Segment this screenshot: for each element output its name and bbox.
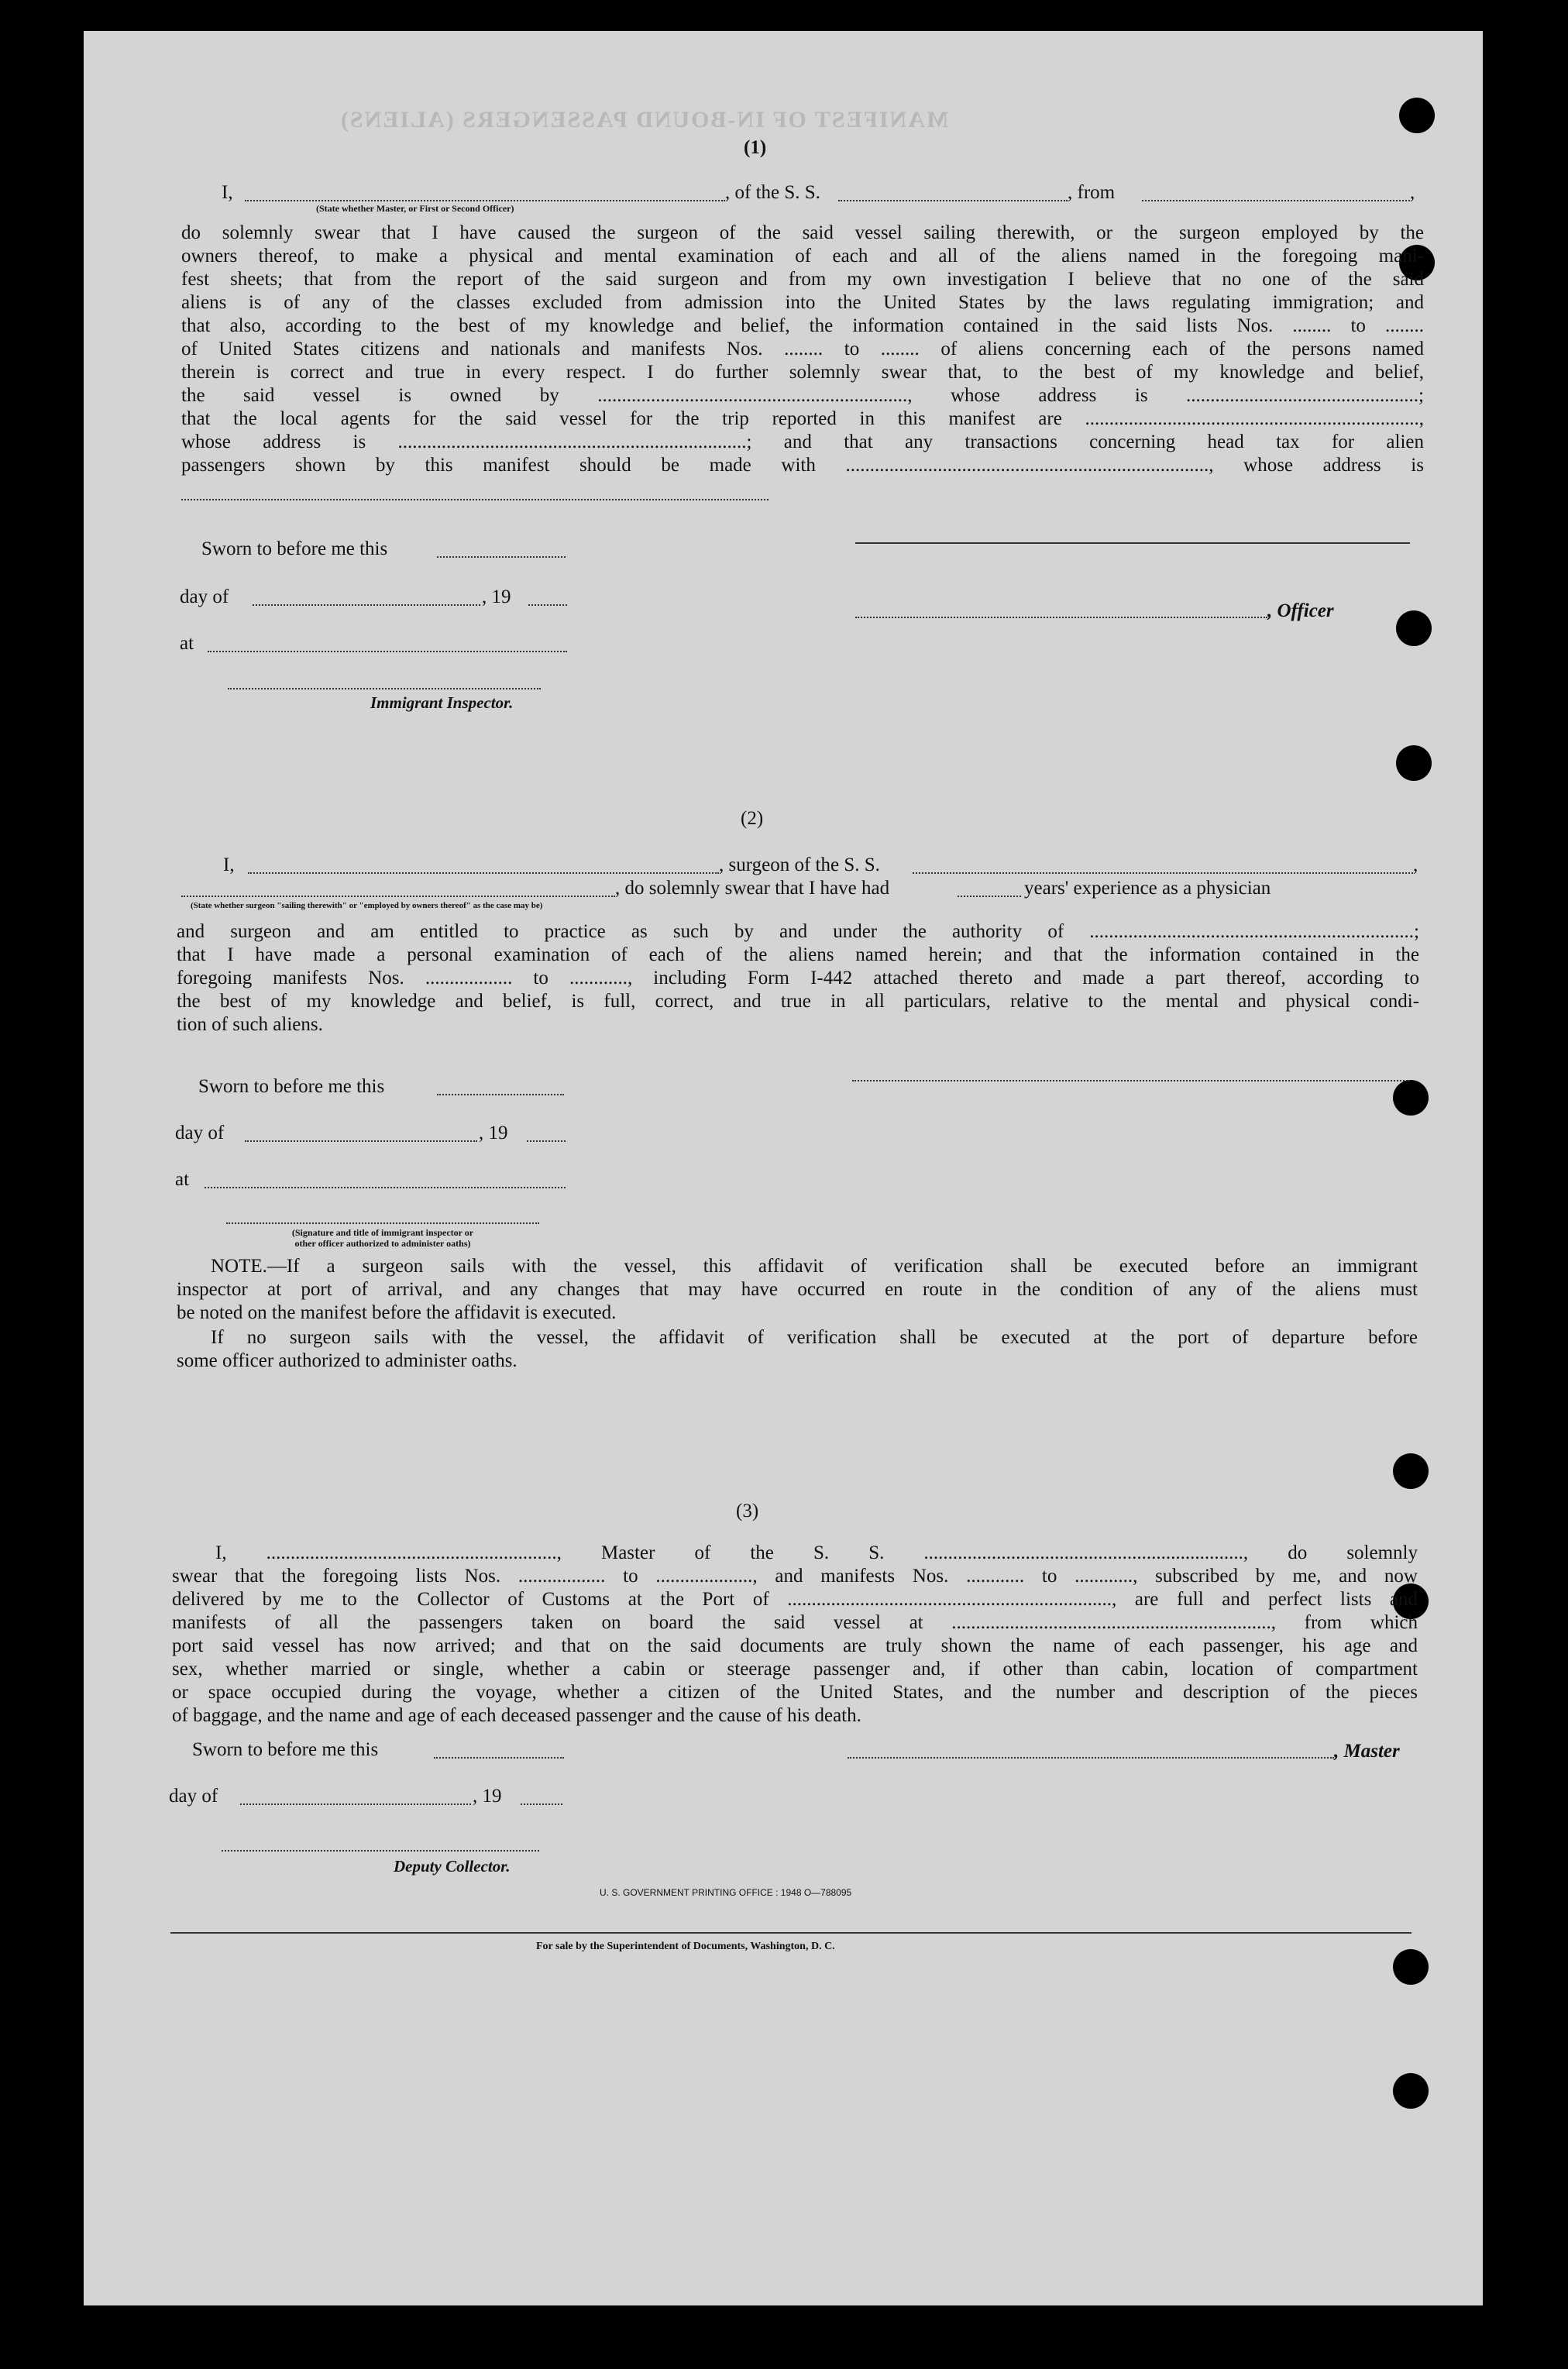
s1-sworn: Sworn to before me this <box>201 538 388 559</box>
punch-hole <box>1396 610 1432 646</box>
s1-line1-comma: , <box>1410 182 1415 203</box>
s1-sworn-field[interactable] <box>437 556 566 558</box>
s3-nineteen: , 19 <box>473 1786 502 1807</box>
s2-sig-caption: (Signature and title of immigrant inspector or other officer authorized to administer oaths) <box>291 1227 474 1249</box>
s1-officer-label: , Officer <box>1267 600 1334 621</box>
s1-vessel-name-field[interactable] <box>838 200 1068 201</box>
s1-at-field[interactable] <box>208 651 567 652</box>
s2-line2-swear: , do solemnly swear that I have had <box>615 878 890 899</box>
printing-office-imprint: U. S. GOVERNMENT PRINTING OFFICE : 1948 O—788095 <box>600 1887 852 1898</box>
bleed-through-text: MANIFEST OF IN-BOUND PASSENGERS (ALIENS) <box>339 107 949 132</box>
s3-day-field[interactable] <box>240 1803 471 1805</box>
s2-surgeon-name-field[interactable] <box>248 872 719 874</box>
s1-from-port-field[interactable] <box>1142 200 1410 201</box>
s1-address-continuation[interactable] <box>181 499 769 500</box>
s2-year-field[interactable] <box>527 1140 566 1142</box>
s2-sworn-field[interactable] <box>437 1094 564 1095</box>
s2-caption: (State whether surgeon "sailing therewith" or "employed by owners thereof" as the case may be) <box>191 901 543 910</box>
s2-sworn: Sworn to before me this <box>198 1076 385 1097</box>
punch-hole <box>1399 98 1435 133</box>
s1-line1-i: I, <box>222 182 233 203</box>
punch-hole <box>1393 1453 1429 1489</box>
s2-vessel-field[interactable] <box>913 872 1413 874</box>
s1-day-field[interactable] <box>253 604 480 606</box>
s2-line1-surgeon: , surgeon of the S. S. <box>719 854 880 875</box>
s2-nineteen: , 19 <box>479 1123 508 1143</box>
for-sale-notice: For sale by the Superintendent of Documents, Washington, D. C. <box>536 1941 835 1952</box>
s1-officer-signature-line[interactable] <box>855 542 1410 544</box>
s1-year-field[interactable] <box>528 604 567 606</box>
s2-at: at <box>175 1169 190 1190</box>
s1-nineteen: , 19 <box>482 586 511 607</box>
section-1-heading: (1) <box>744 137 767 158</box>
s2-affidavit-paragraph: and surgeon and am entitled to practice as such by and under the authority of ...................................................................; that I have made a personal examination of each of the aliens named herein; and that the information contained in the foregoing manifests Nos. .................. to ............, including Form I-442 attached thereto and made a part thereof, according to the best of my knowledge and belief, is full, correct, and true in all particulars, relative to the mental and physical condi- tion of such aliens. <box>177 921 1419 1035</box>
s3-affidavit-paragraph-body: swear that the foregoing lists Nos. .................. to ...................., and manifests Nos. ............ to ............, subscribed by me, and now delivered by me to the Collector of Customs at the Port of ..................................................................., are full and perfect lists and manifests of all the passengers taken on board the said vessel at .................................................................., from which port said vessel has now arrived; and that on the said documents are truly shown the name of each passenger, his age and sex, whether married or single, whether a cabin or steerage passenger and, if other than cabin, location of compartment or space occupied during the voyage, whether a citizen of the United States, and the number and description of the pieces of baggage, and the name and age of each deceased passenger and the cause of his death. <box>172 1566 1418 1726</box>
s2-day-of: day of <box>175 1123 225 1143</box>
s2-note: NOTE.—If a surgeon sails with the vessel, this affidavit of verification shall be executed before an immigrant inspector at port of arrival, and any changes that may have occurred en route in the condition of any of the aliens must be noted on the manifest before the affidavit is executed. <box>177 1256 1418 1323</box>
s2-inspector-signature-line[interactable] <box>226 1222 539 1224</box>
manifest-back-page <box>84 31 1483 2305</box>
section-3-heading: (3) <box>736 1501 759 1521</box>
s2-line2-years: years' experience as a physician <box>1024 878 1271 899</box>
s1-line1-ofss: , of the S. S. <box>725 182 820 203</box>
s1-officer-rank-field[interactable] <box>245 200 725 201</box>
s1-affidavit-paragraph: do solemnly swear that I have caused the surgeon of the said vessel sailing therewith, or the surgeon employed by the owners thereof, to make a physical and mental examination of each and all of the aliens named in the foregoing mani- fest sheets; that from the report of the said surgeon and from my own investigation I believe that no one of the said aliens is of any of the classes excluded from admission into the United States by the laws regulating immigration; and that also, according to the best of my knowledge and belief, the information contained in the said lists Nos. ........ to ........ of United States citizens and nationals and manifests Nos. ........ to ........ of aliens concerning each of the persons named therein is correct and true in every respect. I do further solemnly swear that, to the best of my knowledge and belief, the said vessel is owned by ................................................................, whose address is ................................................; that the local agents for the said vessel for the trip reported in this manifest are ....................................................................., whose address is ........................................................................; and that any transactions concerning head tax for alien passengers shown by this manifest should be made with ..........................................................................., whose address is <box>181 222 1424 476</box>
s3-sworn: Sworn to before me this <box>192 1739 379 1760</box>
s2-years-field[interactable] <box>958 896 1021 897</box>
s3-master-signature-field[interactable] <box>848 1757 1334 1759</box>
s1-day-of: day of <box>180 586 229 607</box>
s2-surgeon-signature-line[interactable] <box>852 1080 1410 1081</box>
s3-deputy-collector: Deputy Collector. <box>394 1857 511 1876</box>
s1-at: at <box>180 633 194 654</box>
s1-caption: (State whether Master, or First or Second Officer) <box>316 203 514 214</box>
s2-day-field[interactable] <box>245 1140 477 1142</box>
s2-note-2: If no surgeon sails with the vessel, the affidavit of verification shall be executed at the port of departure before some officer authorized to administer oaths. <box>177 1327 1418 1371</box>
footer-rule <box>170 1932 1412 1934</box>
s1-officer-name-field[interactable] <box>855 617 1267 618</box>
s2-at-field[interactable] <box>205 1187 566 1188</box>
punch-hole <box>1393 2073 1429 2109</box>
punch-hole <box>1393 1080 1429 1116</box>
s3-affidavit-paragraph: I, ............................................................, Master of the S. S. .................................................................., do solemnly <box>215 1542 1418 1563</box>
s3-year-field[interactable] <box>521 1803 562 1805</box>
s2-surgeon-type-field[interactable] <box>181 896 615 897</box>
s1-immigrant-inspector: Immigrant Inspector. <box>370 693 514 712</box>
s2-line1-comma: , <box>1413 854 1418 875</box>
s3-sworn-field[interactable] <box>434 1757 564 1759</box>
s3-master-label: , Master <box>1334 1741 1400 1762</box>
s3-day-of: day of <box>169 1786 218 1807</box>
punch-hole <box>1393 1949 1429 1985</box>
s1-line1-from: , from <box>1068 182 1116 203</box>
s3-collector-signature-line[interactable] <box>222 1850 539 1852</box>
s1-inspector-signature-line[interactable] <box>228 688 541 689</box>
s2-line1-i: I, <box>223 854 235 875</box>
punch-hole <box>1396 745 1432 781</box>
section-2-heading: (2) <box>741 808 764 829</box>
